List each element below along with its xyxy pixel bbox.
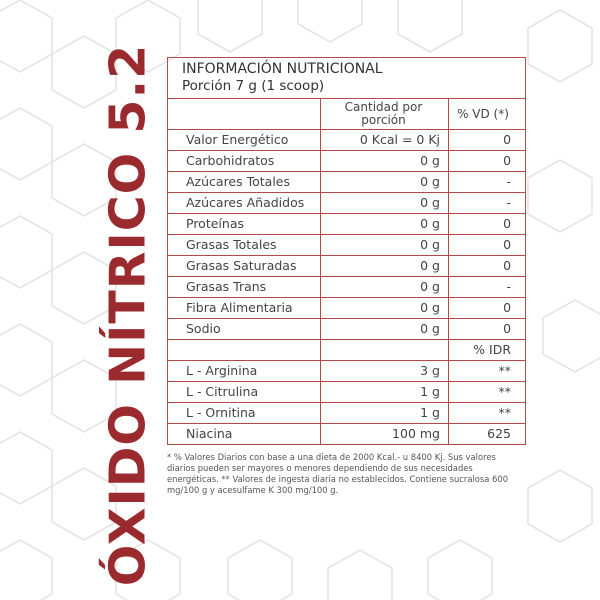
nutrient-percent: -: [449, 277, 526, 298]
nutrient-quantity: 0 g: [321, 319, 449, 340]
table-row: [168, 193, 526, 214]
table-row: [168, 130, 526, 151]
nutrient-percent: 0: [449, 214, 526, 235]
table-row: [168, 361, 526, 382]
footnote: * % Valores Diarios con base a una dieta de 2000 Kcal.- u 8400 Kj. Sus valores diarios pueden ser mayores o menores dependiendo de sus necesidades energéticas. ** Valores de ingesta diaria no establecidos. Contiene sucralosa 600 mg/100 g y acesulfame K 300 mg/100 g.: [167, 452, 509, 495]
nutrient-name: Proteínas: [168, 214, 321, 235]
nutrient-percent: -: [449, 193, 526, 214]
portion-label: Porción 7 g (1 scoop): [182, 78, 325, 94]
nutrient-percent: 0: [449, 319, 526, 340]
nutrient-name: Sodio: [168, 319, 321, 340]
nutrient-name: L - Arginina: [168, 361, 321, 382]
nutrient-percent: 0: [449, 298, 526, 319]
nutrient-quantity: 1 g: [321, 382, 449, 403]
table-row: [168, 382, 526, 403]
column-quantity-header: Cantidad por porción: [321, 99, 449, 130]
nutrient-quantity: 0 g: [321, 256, 449, 277]
nutrient-name: L - Citrulina: [168, 382, 321, 403]
nutrient-name: Azúcares Totales: [168, 172, 321, 193]
nutrient-quantity: 0 g: [321, 214, 449, 235]
nutrient-name: L - Ornitina: [168, 403, 321, 424]
nutrient-quantity: 100 mg: [321, 424, 449, 445]
nutrient-percent: 625: [449, 424, 526, 445]
table-row: [168, 214, 526, 235]
table-row: [168, 235, 526, 256]
column-idr-header: % IDR: [449, 340, 526, 361]
column-headers: [168, 99, 526, 130]
idr-header-row: [168, 340, 526, 361]
nutrient-quantity: 0 g: [321, 298, 449, 319]
nutrient-quantity: 0 g: [321, 151, 449, 172]
table-row: [168, 403, 526, 424]
nutrient-percent: 0: [449, 130, 526, 151]
nutrient-quantity: 0 Kcal = 0 Kj: [321, 130, 449, 151]
nutrient-percent: **: [449, 403, 526, 424]
table-header: [168, 58, 526, 99]
nutrient-quantity: 0 g: [321, 277, 449, 298]
table-title: INFORMACIÓN NUTRICIONAL: [182, 61, 383, 77]
nutrient-quantity: 0 g: [321, 172, 449, 193]
nutrient-percent: **: [449, 382, 526, 403]
table-row: [168, 424, 526, 445]
nutrient-quantity: 0 g: [321, 235, 449, 256]
column-vd-header: % VD (*): [449, 99, 526, 130]
nutrient-quantity: 0 g: [321, 193, 449, 214]
nutrient-name: Azúcares Añadidos: [168, 193, 321, 214]
nutrient-name: Grasas Trans: [168, 277, 321, 298]
nutrition-panel: [167, 57, 531, 496]
table-row: [168, 277, 526, 298]
product-title: ÓXIDO NÍTRICO 5.2: [99, 43, 157, 587]
table-row: [168, 298, 526, 319]
nutrient-percent: 0: [449, 151, 526, 172]
nutrient-percent: 0: [449, 235, 526, 256]
table-row: [168, 151, 526, 172]
nutrition-table: [167, 57, 526, 445]
table-row: [168, 256, 526, 277]
nutrient-name: Carbohidratos: [168, 151, 321, 172]
nutrient-quantity: 1 g: [321, 403, 449, 424]
nutrient-name: Valor Energético: [168, 130, 321, 151]
nutrient-name: Fibra Alimentaria: [168, 298, 321, 319]
nutrient-name: Niacina: [168, 424, 321, 445]
nutrient-quantity: 3 g: [321, 361, 449, 382]
table-row: [168, 172, 526, 193]
nutrient-name: Grasas Saturadas: [168, 256, 321, 277]
nutrient-name: Grasas Totales: [168, 235, 321, 256]
nutrient-percent: -: [449, 172, 526, 193]
nutrient-percent: **: [449, 361, 526, 382]
table-row: [168, 319, 526, 340]
nutrient-percent: 0: [449, 256, 526, 277]
